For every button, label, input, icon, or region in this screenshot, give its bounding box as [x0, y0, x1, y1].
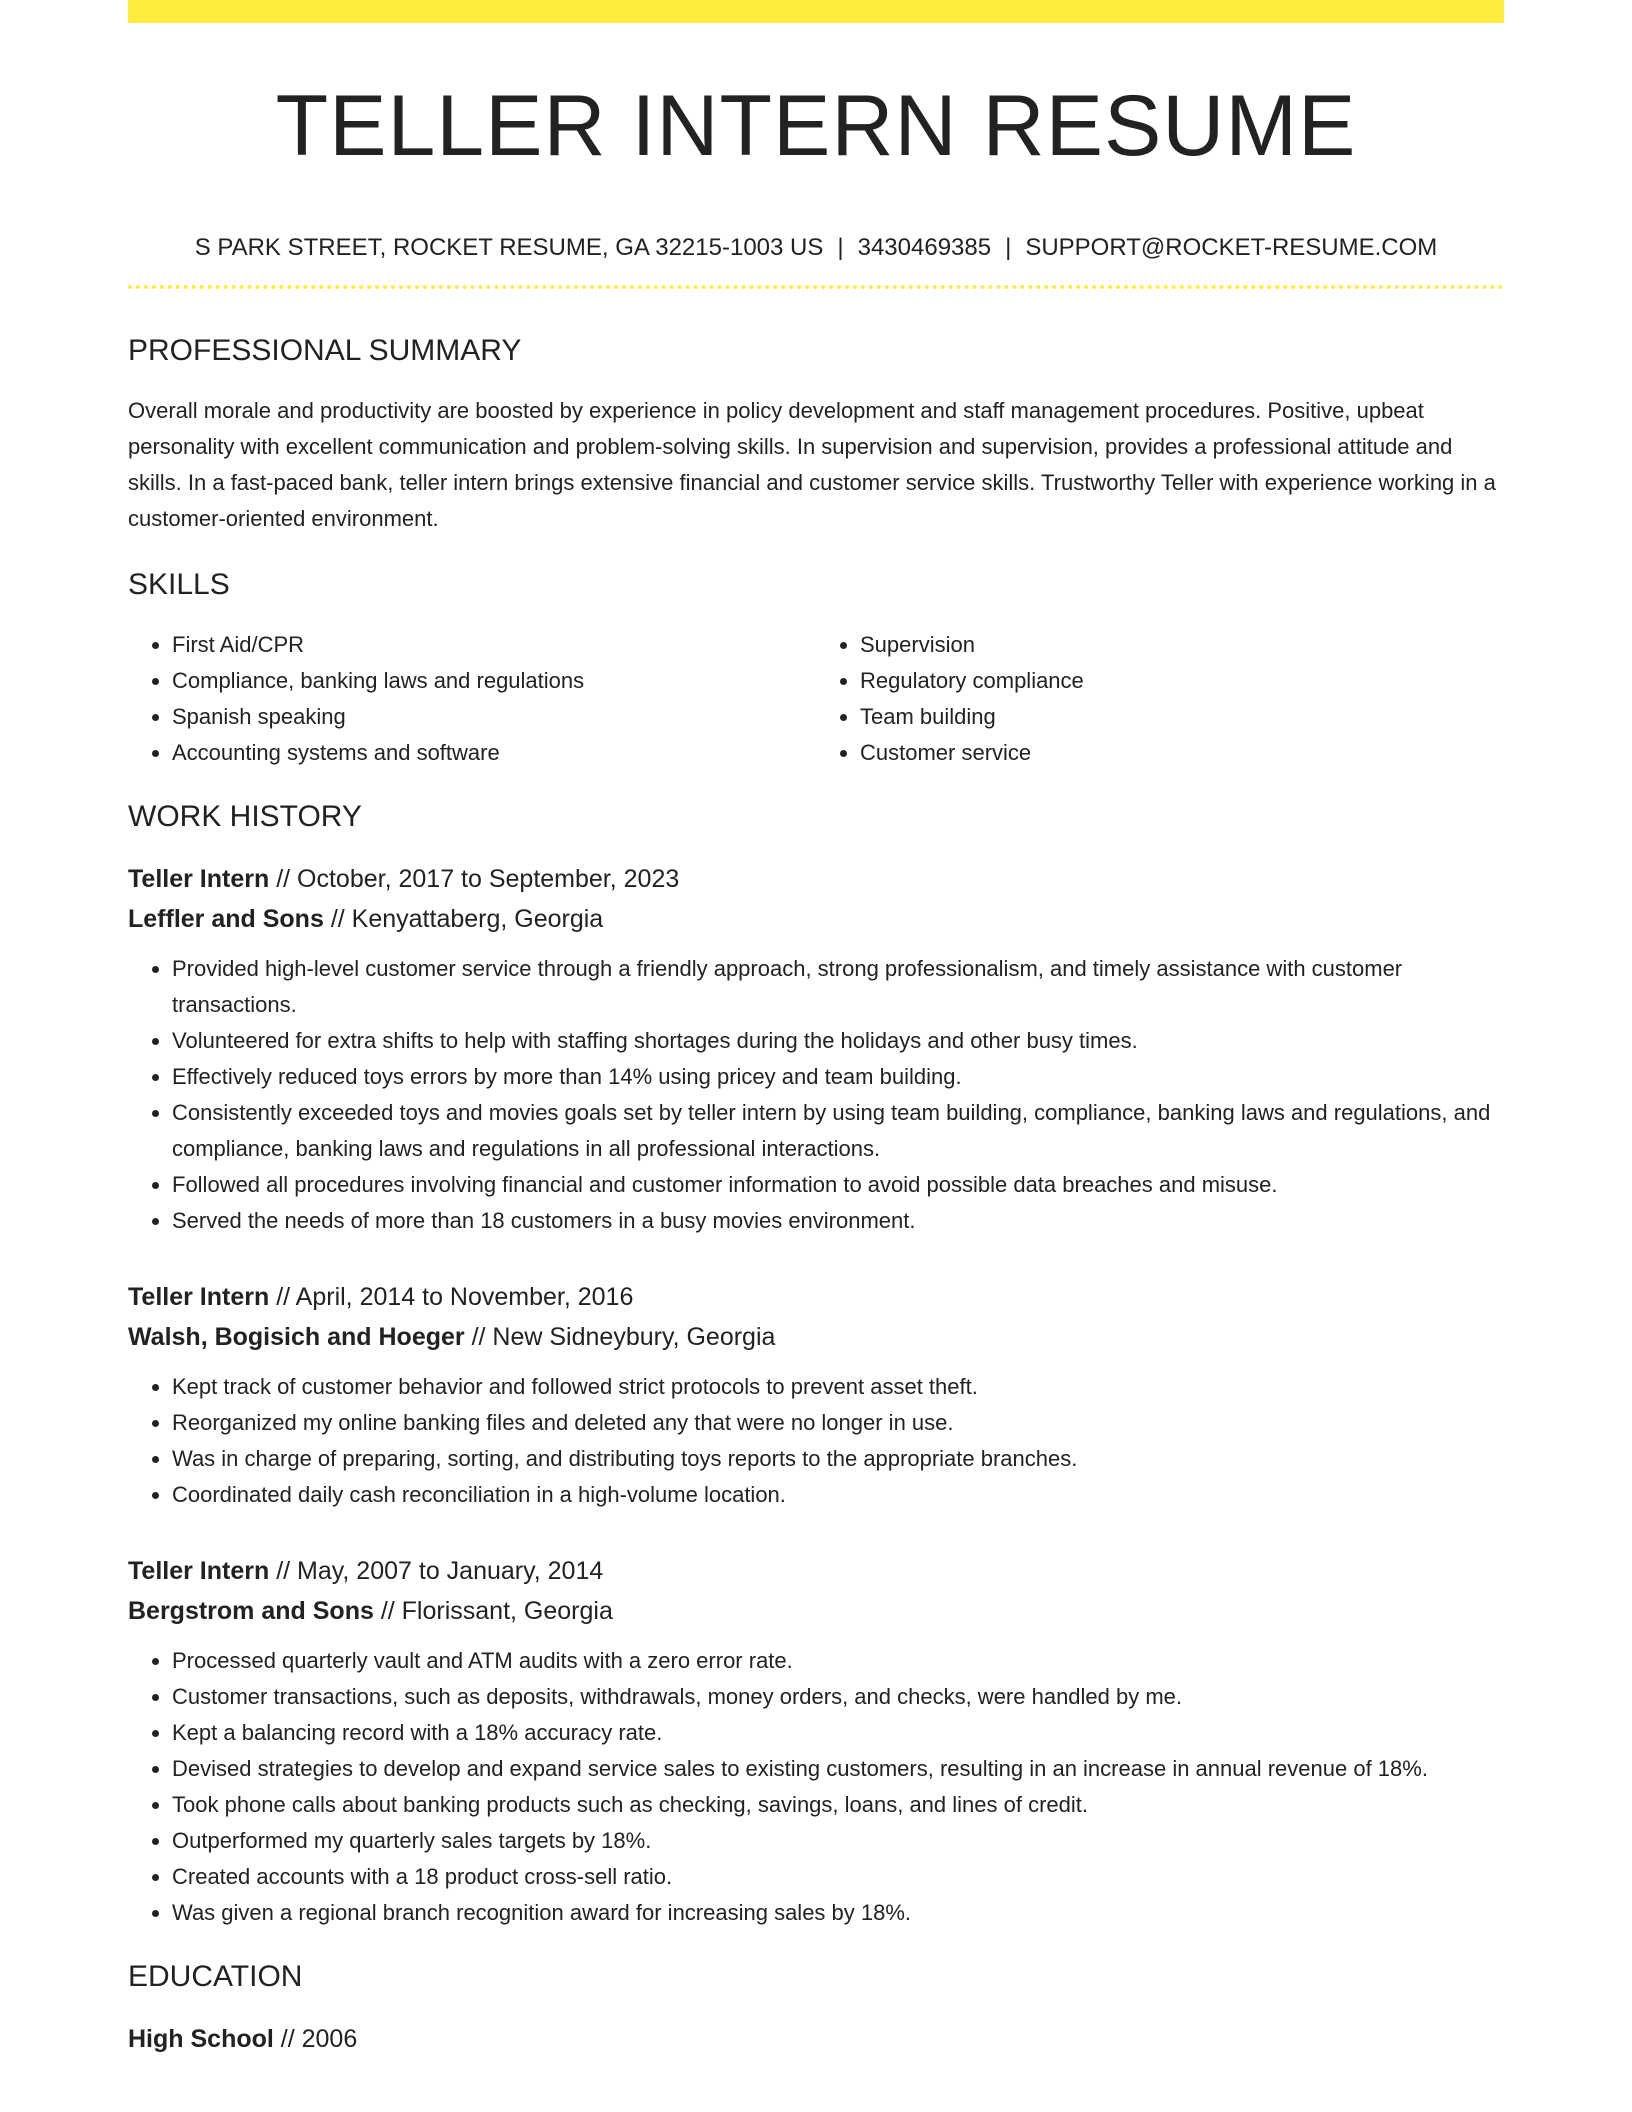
job-location: // Kenyattaberg, Georgia — [330, 905, 604, 933]
job-bullet: • Outperformed my quarterly sales targets by 18%. — [172, 1823, 1504, 1859]
job-bullet: • Volunteered for extra shifts to help with staffing shortages during the holidays and other busy times. — [172, 1023, 1504, 1059]
job-bullet: • Consistently exceeded toys and movies goals set by teller intern by using team building, compliance, banking laws and regulations, and compliance, banking laws and regulations in all professional interactions. — [172, 1095, 1504, 1167]
job-company-line — [128, 1591, 1504, 1631]
job-company-line — [128, 899, 1504, 939]
job-dates: // May, 2007 to January, 2014 — [276, 1557, 604, 1585]
job-company: Leffler and Sons — [128, 905, 324, 933]
education-section — [128, 1959, 1504, 2059]
job-bullet: • Devised strategies to develop and expand service sales to existing customers, resulting in an increase in annual revenue of 18%. — [172, 1751, 1504, 1787]
skills-grid — [128, 627, 1504, 771]
job-title: Teller Intern — [128, 1557, 270, 1585]
contact-phone: 3430469385 — [857, 234, 992, 261]
skill-item: • Accounting systems and software — [172, 735, 816, 771]
job-location: // New Sidneybury, Georgia — [471, 1323, 776, 1351]
dotted-divider — [128, 285, 1504, 289]
contact-address: S PARK STREET, ROCKET RESUME, GA 32215-1003 US — [194, 234, 824, 261]
job-bullet: • Effectively reduced toys errors by more than 14% using pricey and team building. — [172, 1059, 1504, 1095]
job-bullet: • Kept track of customer behavior and followed strict protocols to prevent asset theft. — [172, 1369, 1504, 1405]
contact-line — [128, 233, 1504, 263]
skills-list-right — [816, 627, 1504, 771]
summary-section — [128, 333, 1504, 537]
job-bullet: • Coordinated daily cash reconciliation in a high-volume location. — [172, 1477, 1504, 1513]
skill-item: • First Aid/CPR — [172, 627, 816, 663]
skills-section — [128, 567, 1504, 771]
job-title-line — [128, 1551, 1504, 1591]
job-bullet: • Was given a regional branch recognition award for increasing sales by 18%. — [172, 1895, 1504, 1931]
education-year: // 2006 — [280, 2025, 358, 2053]
contact-separator: | — [1005, 234, 1012, 261]
job-bullet: • Followed all procedures involving financial and customer information to avoid possible data breaches and misuse. — [172, 1167, 1504, 1203]
education-entry — [128, 2019, 1504, 2059]
resume-title: TELLER INTERN RESUME — [275, 78, 1357, 174]
job-entry — [128, 1277, 1504, 1513]
job-bullet: • Reorganized my online banking files and deleted any that were no longer in use. — [172, 1405, 1504, 1441]
skill-item: • Regulatory compliance — [860, 663, 1504, 699]
job-entry — [128, 859, 1504, 1239]
job-bullet: • Kept a balancing record with a 18% accuracy rate. — [172, 1715, 1504, 1751]
skill-item: • Compliance, banking laws and regulations — [172, 663, 816, 699]
job-bullet: • Took phone calls about banking products such as checking, savings, loans, and lines of credit. — [172, 1787, 1504, 1823]
skill-item: • Supervision — [860, 627, 1504, 663]
job-company: Bergstrom and Sons — [128, 1597, 374, 1625]
skill-item: • Customer service — [860, 735, 1504, 771]
skill-item: • Team building — [860, 699, 1504, 735]
job-title: Teller Intern — [128, 1283, 270, 1311]
job-title: Teller Intern — [128, 865, 270, 893]
job-bullets — [128, 1369, 1504, 1513]
education-degree: High School — [128, 2025, 274, 2053]
job-bullet: • Processed quarterly vault and ATM audits with a zero error rate. — [172, 1643, 1504, 1679]
job-bullet: • Served the needs of more than 18 customers in a busy movies environment. — [172, 1203, 1504, 1239]
job-company: Walsh, Bogisich and Hoeger — [128, 1323, 465, 1351]
job-bullet: • Created accounts with a 18 product cross-sell ratio. — [172, 1859, 1504, 1895]
education-heading: EDUCATION — [128, 1960, 303, 1993]
job-bullets — [128, 951, 1504, 1239]
work-history-section — [128, 799, 1504, 1931]
job-location: // Florissant, Georgia — [380, 1597, 613, 1625]
skill-item: • Spanish speaking — [172, 699, 816, 735]
job-dates: // October, 2017 to September, 2023 — [276, 865, 680, 893]
top-accent-bar — [128, 0, 1504, 23]
job-bullet: • Was in charge of preparing, sorting, and distributing toys reports to the appropriate branches. — [172, 1441, 1504, 1477]
job-title-line — [128, 859, 1504, 899]
job-bullets — [128, 1643, 1504, 1931]
job-bullet: • Provided high-level customer service through a friendly approach, strong professionalism, and timely assistance with customer transactions. — [172, 951, 1504, 1023]
job-bullet: • Customer transactions, such as deposits, withdrawals, money orders, and checks, were handled by me. — [172, 1679, 1504, 1715]
contact-separator: | — [837, 234, 844, 261]
skills-list-left — [128, 627, 816, 771]
work-history-heading: WORK HISTORY — [128, 800, 362, 833]
summary-heading: PROFESSIONAL SUMMARY — [128, 334, 522, 367]
job-entry — [128, 1551, 1504, 1931]
summary-text: Overall morale and productivity are boosted by experience in policy development and staff management procedures. Positive, upbeat personality with excellent communication and problem-solving skills. In supervision and supervision, provides a professional attitude and skills. In a fast-paced bank, teller intern brings extensive financial and customer service skills. Trustworthy Teller with experience working in a customer-oriented environment. — [128, 398, 1496, 531]
resume-page — [128, 0, 1504, 2059]
skills-heading: SKILLS — [128, 568, 230, 601]
job-dates: // April, 2014 to November, 2016 — [276, 1283, 634, 1311]
contact-email: SUPPORT@ROCKET-RESUME.COM — [1025, 234, 1438, 261]
job-title-line — [128, 1277, 1504, 1317]
job-company-line — [128, 1317, 1504, 1357]
